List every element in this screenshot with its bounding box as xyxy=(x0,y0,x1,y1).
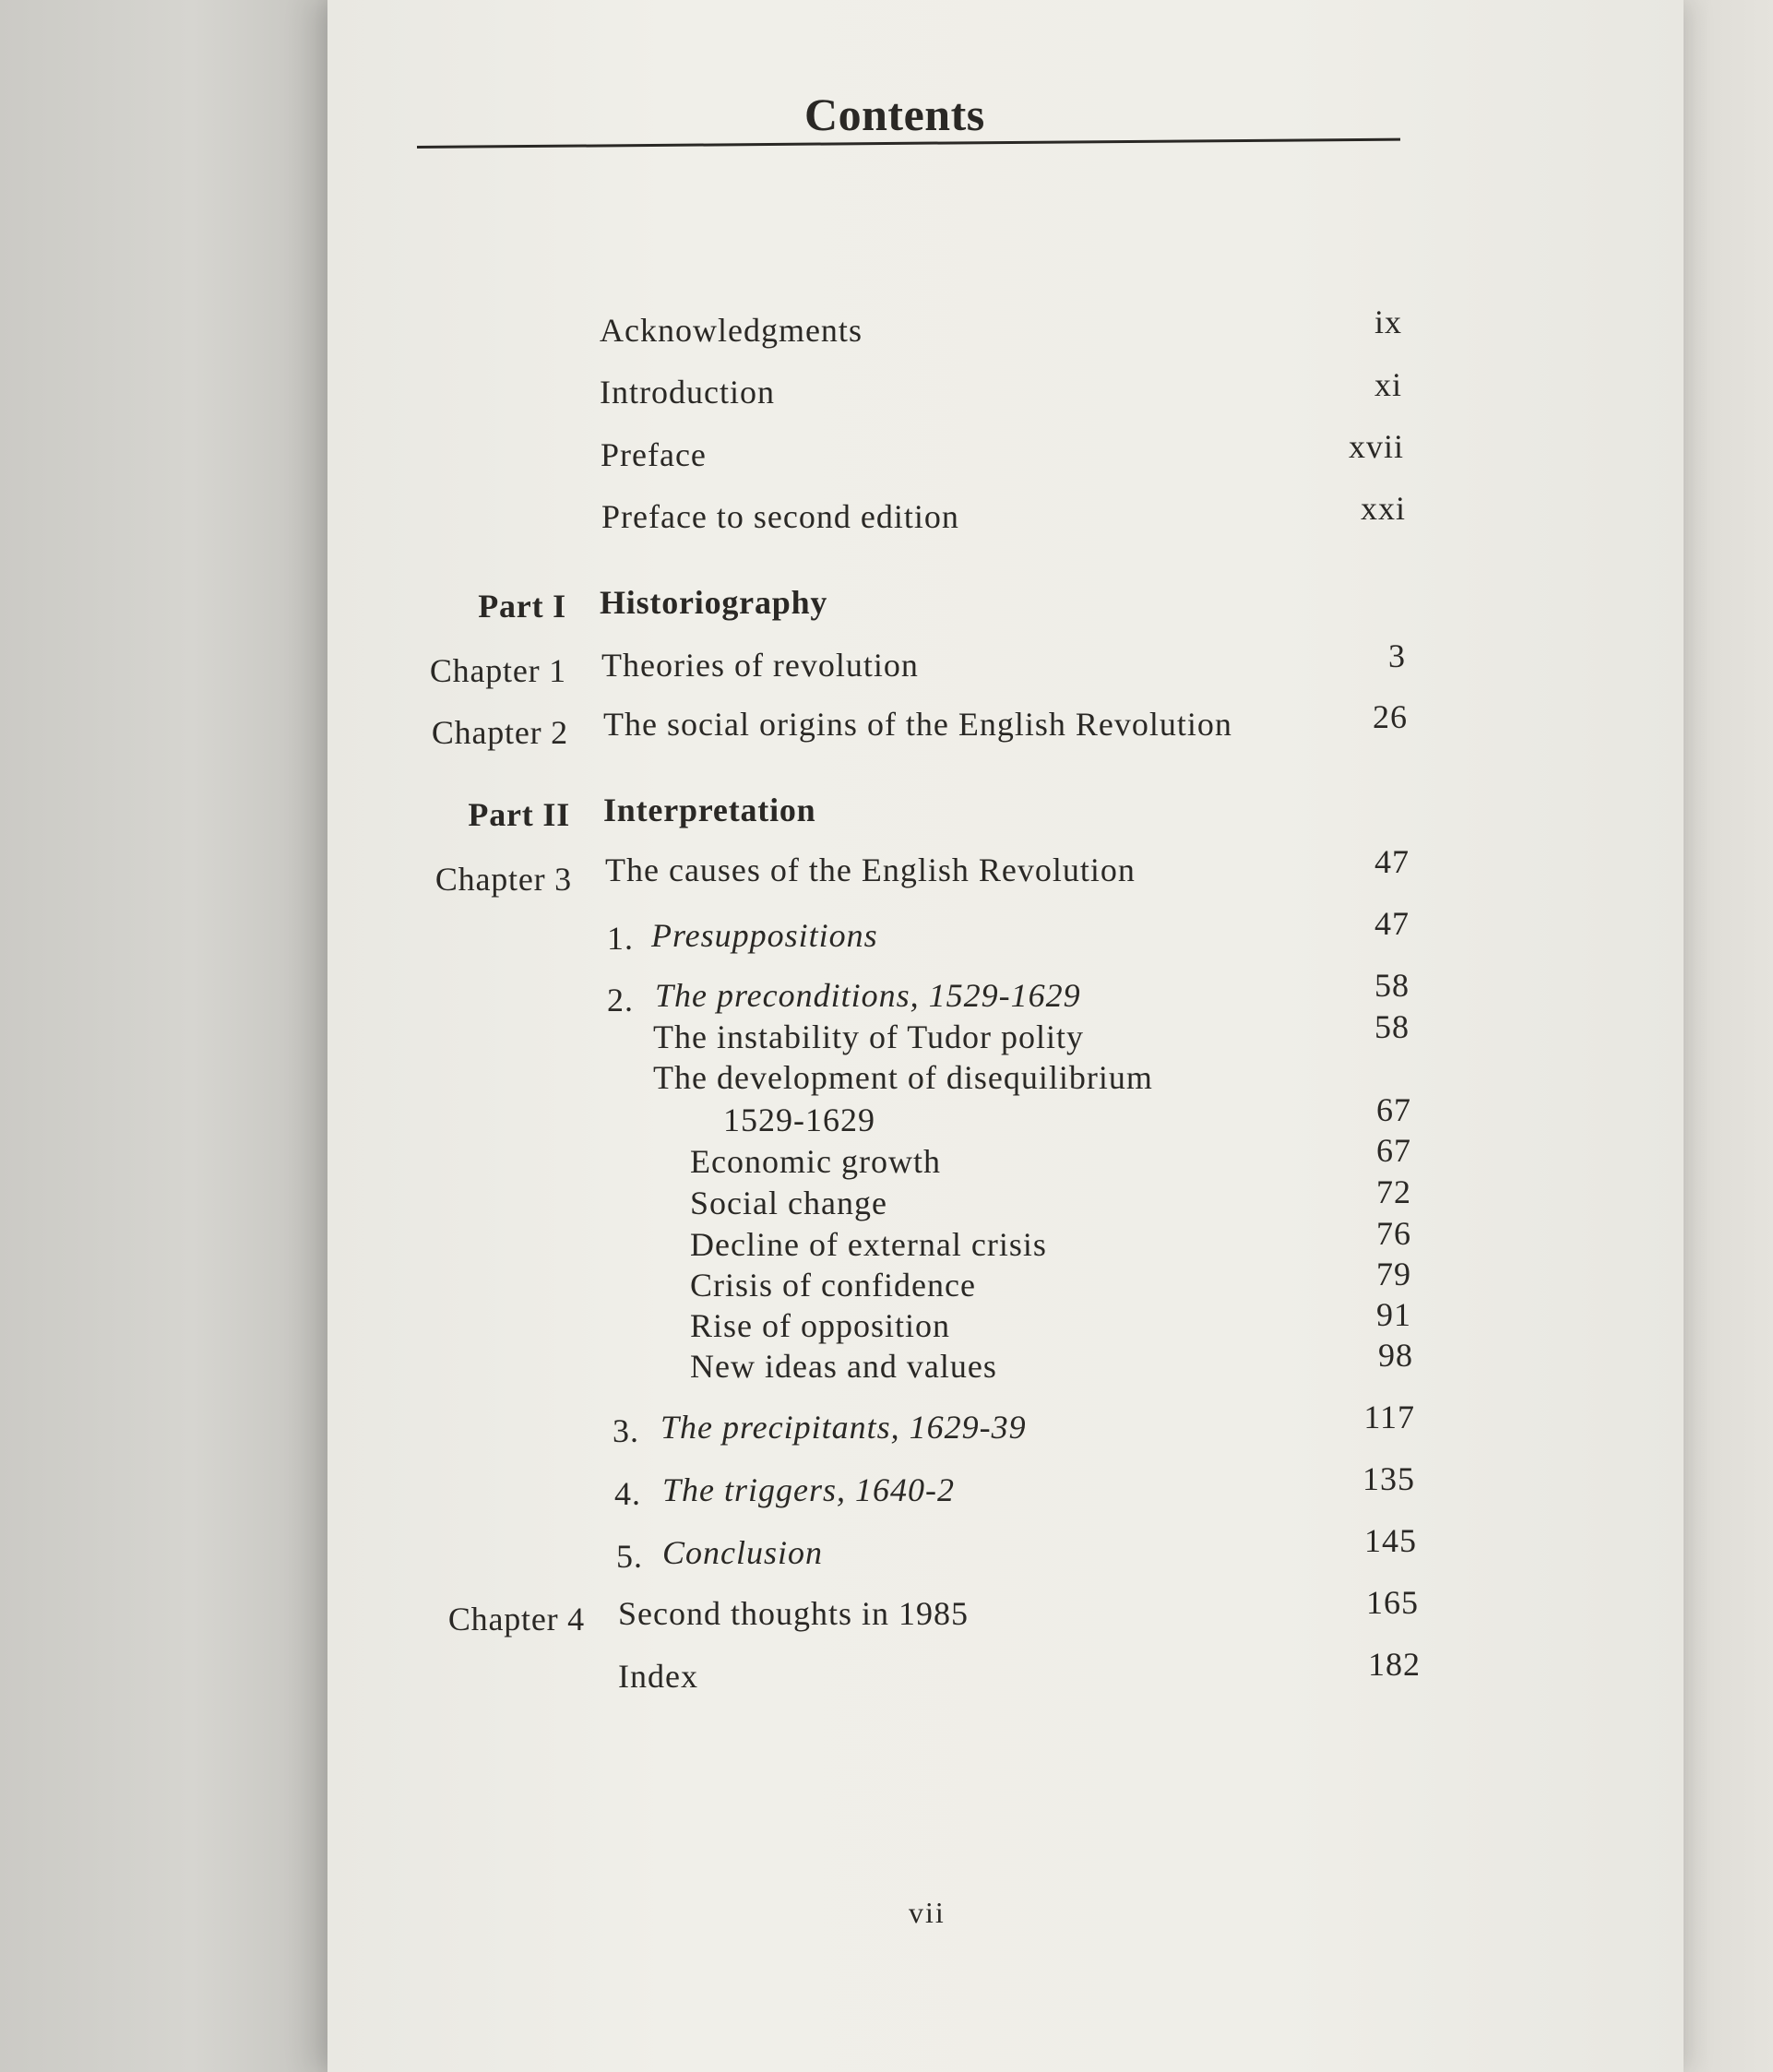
chapter-label: Chapter 2 xyxy=(431,714,568,751)
section-page: 117 xyxy=(1363,1399,1415,1435)
page-title: Contents xyxy=(804,89,985,140)
part-label: Part II xyxy=(468,796,570,833)
section-number: 2. xyxy=(607,982,634,1018)
chapter-page: 3 xyxy=(1388,637,1406,674)
section-title: The preconditions, 1529-1629 xyxy=(655,977,1081,1014)
subsubsection-title: Economic growth xyxy=(690,1143,941,1180)
section-title: Conclusion xyxy=(662,1534,824,1571)
subsubsection-page: 67 xyxy=(1376,1132,1411,1169)
part-title: Interpretation xyxy=(603,792,816,828)
section-number: 4. xyxy=(614,1475,641,1512)
chapter-title: The social origins of the English Revolution xyxy=(603,706,1232,743)
toc-entry-title: Introduction xyxy=(600,374,775,411)
chapter-label: Chapter 3 xyxy=(434,861,572,898)
chapter-label: Chapter 1 xyxy=(429,652,566,689)
section-page: 58 xyxy=(1374,967,1410,1004)
chapter-label: Chapter 4 xyxy=(447,1601,585,1637)
section-page: 47 xyxy=(1374,905,1410,942)
index-page: 182 xyxy=(1368,1646,1421,1683)
chapter-page: 47 xyxy=(1374,843,1410,880)
section-title: The precipitants, 1629-39 xyxy=(660,1409,1027,1446)
chapter-page: 165 xyxy=(1366,1584,1419,1621)
subsubsection-page: 76 xyxy=(1376,1215,1411,1252)
section-page: 145 xyxy=(1364,1522,1417,1559)
index-title: Index xyxy=(618,1658,698,1695)
section-number: 3. xyxy=(613,1412,639,1449)
section-title: Presuppositions xyxy=(651,917,878,954)
part-label: Part I xyxy=(478,588,566,625)
subsubsection-title: New ideas and values xyxy=(690,1348,997,1385)
chapter-title: Second thoughts in 1985 xyxy=(618,1595,969,1632)
subsubsection-title: Social change xyxy=(690,1185,887,1221)
facing-page xyxy=(0,0,351,2072)
subsection-page: 58 xyxy=(1374,1008,1410,1045)
section-title: The triggers, 1640-2 xyxy=(662,1471,955,1508)
toc-entry-title: Acknowledgments xyxy=(600,312,863,349)
subsubsection-page: 91 xyxy=(1376,1296,1411,1333)
toc-entry-title: Preface xyxy=(601,436,707,473)
subsubsection-page: 98 xyxy=(1378,1337,1413,1374)
subsubsection-title: Rise of opposition xyxy=(690,1307,951,1344)
part-title: Historiography xyxy=(600,584,828,621)
toc-entry-page: xxi xyxy=(1360,490,1406,527)
subsection-title: The instability of Tudor polity xyxy=(653,1018,1085,1055)
subsection-title-continued: 1529-1629 xyxy=(723,1101,875,1138)
section-page: 135 xyxy=(1362,1460,1415,1497)
subsection-page: 67 xyxy=(1376,1091,1411,1128)
chapter-title: The causes of the English Revolution xyxy=(605,851,1136,888)
subsubsection-title: Crisis of confidence xyxy=(690,1267,976,1304)
subsection-title: The development of disequilibrium xyxy=(653,1059,1153,1096)
section-number: 1. xyxy=(607,920,634,957)
toc-entry-page: xi xyxy=(1374,366,1402,403)
subsubsection-title: Decline of external crisis xyxy=(690,1226,1047,1263)
toc-entry-page: ix xyxy=(1374,304,1402,340)
chapter-page: 26 xyxy=(1373,698,1408,735)
toc-entry-page: xvii xyxy=(1348,428,1404,465)
subsubsection-page: 72 xyxy=(1376,1173,1411,1210)
toc-entry-title: Preface to second edition xyxy=(601,498,959,535)
chapter-title: Theories of revolution xyxy=(601,647,919,684)
subsubsection-page: 79 xyxy=(1376,1256,1411,1292)
section-number: 5. xyxy=(616,1538,643,1575)
page-number: vii xyxy=(909,1896,946,1929)
